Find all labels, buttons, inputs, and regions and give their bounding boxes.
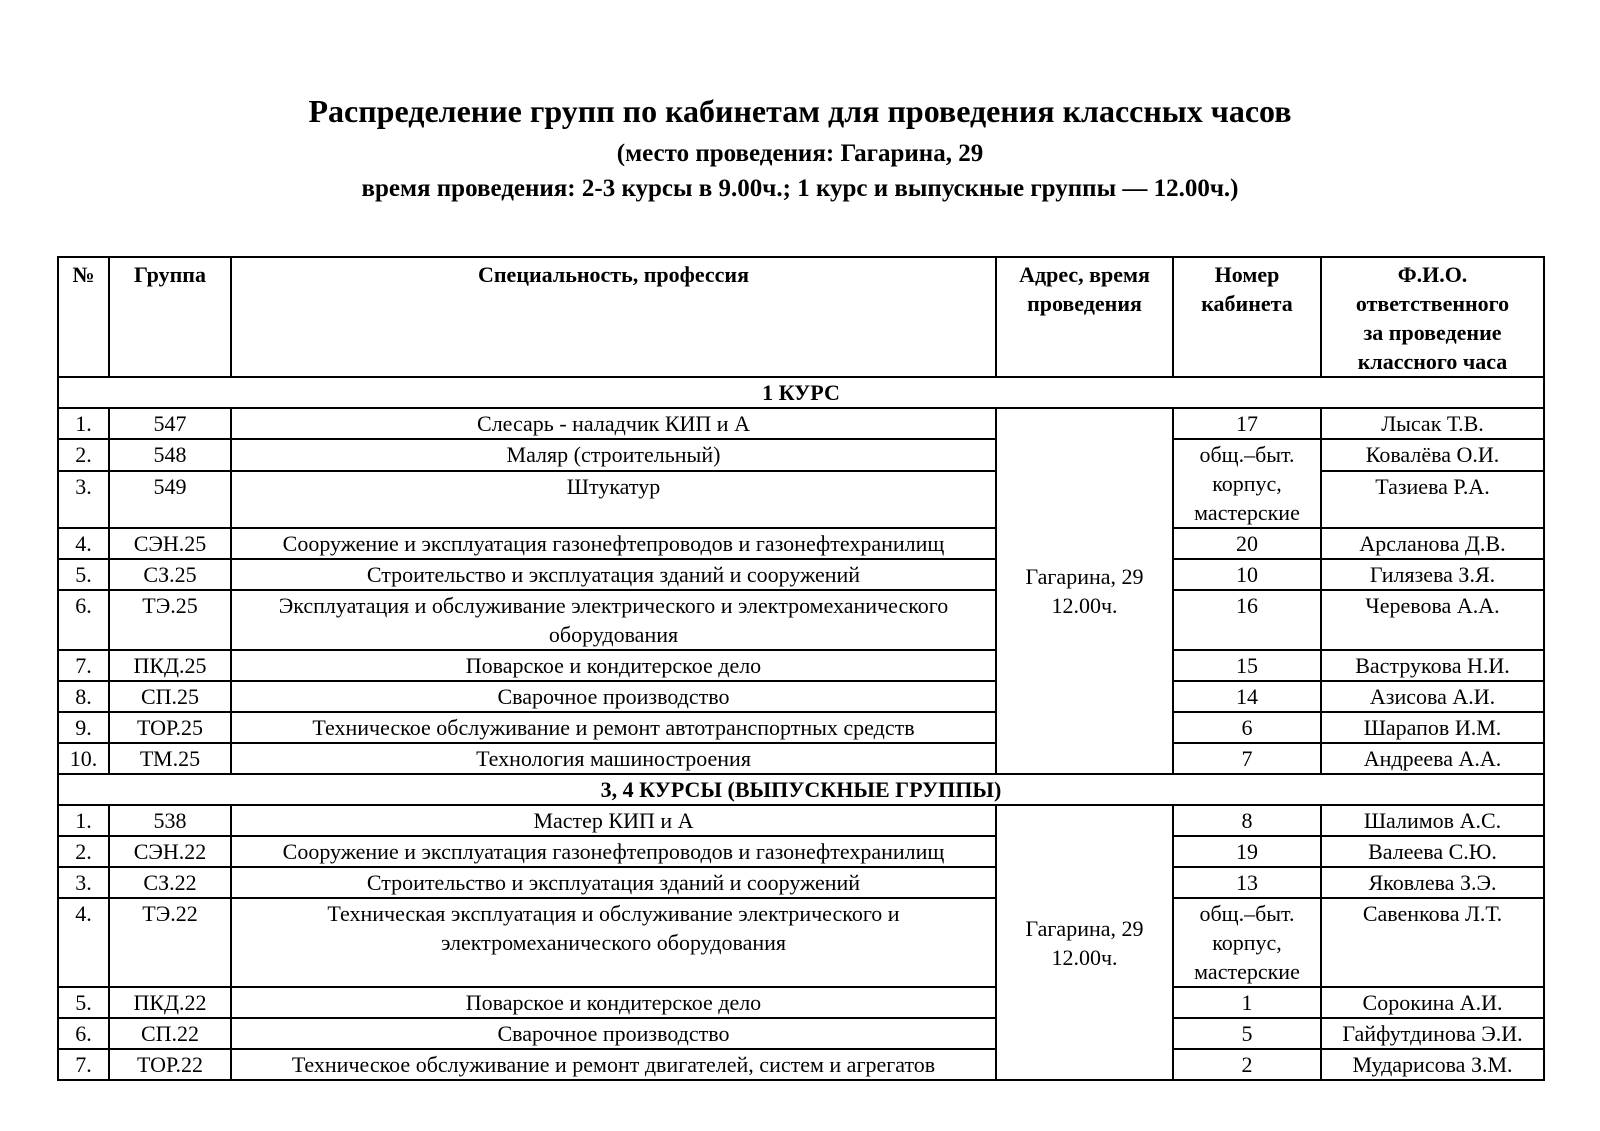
cell-group: СЗ.25 (109, 559, 231, 590)
table-row (58, 987, 1544, 1018)
cell-fio: Яковлева З.Э. (1321, 867, 1544, 898)
table-row (58, 528, 1544, 559)
cell-specialty (231, 867, 996, 898)
cell-num: 8. (58, 681, 109, 712)
cell-room: 2 (1173, 1049, 1321, 1080)
cell-room: 5 (1173, 1018, 1321, 1049)
address-line1: Гагарина, 29 (1025, 915, 1144, 941)
table-row (58, 836, 1544, 867)
cell-group: ТОР.25 (109, 712, 231, 743)
cell-group: ТЭ.25 (109, 590, 231, 650)
groups-rooms-table (57, 256, 1545, 1081)
table-row (58, 743, 1544, 774)
cell-group: 549 (109, 471, 231, 528)
cell-address-merged (996, 408, 1173, 774)
cell-specialty-text: Мастер КИП и А (533, 808, 694, 833)
cell-specialty (231, 650, 996, 681)
cell-specialty-text: Сварочное производство (497, 684, 730, 709)
cell-specialty-text: Поварское и кондитерское дело (465, 990, 762, 1015)
cell-specialty-text: Сварочное производство (497, 1021, 730, 1046)
cell-group: 548 (109, 439, 231, 471)
table-row (58, 439, 1544, 471)
cell-num: 2. (58, 439, 109, 471)
cell-specialty-text: Эксплуатация и обслуживание электрического и электромеханического оборудования (278, 593, 949, 647)
title-block (0, 0, 1600, 206)
table-row (58, 805, 1544, 836)
cell-group: ПКД.22 (109, 987, 231, 1018)
cell-room: 17 (1173, 408, 1321, 439)
header-address (996, 257, 1173, 377)
cell-fio: Лысак Т.В. (1321, 408, 1544, 439)
cell-fio: Андреева А.А. (1321, 743, 1544, 774)
cell-fio: Шалимов А.С. (1321, 805, 1544, 836)
table-header-row (58, 257, 1544, 377)
cell-room: 14 (1173, 681, 1321, 712)
cell-specialty-text: Строительство и эксплуатация зданий и сооружений (366, 562, 861, 587)
cell-room: 20 (1173, 528, 1321, 559)
cell-num: 7. (58, 1049, 109, 1080)
cell-specialty (231, 712, 996, 743)
cell-group: СП.25 (109, 681, 231, 712)
cell-specialty (231, 898, 996, 987)
cell-specialty (231, 439, 996, 471)
header-fio-text: Ф.И.О. ответственного за проведение классного часа (1355, 262, 1510, 374)
cell-specialty (231, 681, 996, 712)
cell-specialty (231, 805, 996, 836)
cell-room: 16 (1173, 590, 1321, 650)
cell-fio: Савенкова Л.Т. (1321, 898, 1544, 987)
address-line1: Гагарина, 29 (1025, 564, 1144, 589)
cell-specialty (231, 471, 996, 528)
page-subtitle-time: время проведения: 2-3 курсы в 9.00ч.; 1 курс и выпускные группы — 12.00ч.) (361, 175, 1239, 202)
cell-specialty (231, 590, 996, 650)
cell-num: 10. (58, 743, 109, 774)
table-row (58, 898, 1544, 987)
table-row (58, 681, 1544, 712)
cell-group: 547 (109, 408, 231, 439)
cell-group: СП.22 (109, 1018, 231, 1049)
cell-num: 6. (58, 1018, 109, 1049)
cell-num: 7. (58, 650, 109, 681)
cell-group: ПКД.25 (109, 650, 231, 681)
cell-specialty-text: Слесарь - наладчик КИП и А (477, 411, 750, 436)
cell-specialty (231, 743, 996, 774)
cell-specialty-text: Сооружение и эксплуатация газонефтепроводов и газонефтехранилищ (282, 531, 945, 556)
cell-specialty (231, 987, 996, 1018)
cell-specialty-text: Техническое обслуживание и ремонт двигателей, систем и агрегатов (291, 1052, 936, 1077)
cell-specialty-text: Маляр (строительный) (506, 442, 721, 467)
header-specialty: Специальность, профессия (231, 257, 996, 377)
cell-specialty (231, 1049, 996, 1080)
cell-room: 10 (1173, 559, 1321, 590)
section-header-course1 (58, 377, 1544, 408)
table-row (58, 559, 1544, 590)
cell-group: ТМ.25 (109, 743, 231, 774)
address-line2: 12.00ч. (1051, 944, 1118, 970)
cell-fio: Ваструкова Н.И. (1321, 650, 1544, 681)
cell-num: 4. (58, 528, 109, 559)
cell-fio: Гилязева З.Я. (1321, 559, 1544, 590)
cell-num: 3. (58, 867, 109, 898)
cell-fio: Азисова А.И. (1321, 681, 1544, 712)
cell-group: ТОР.22 (109, 1049, 231, 1080)
cell-group: ТЭ.22 (109, 898, 231, 987)
section-title: 3, 4 КУРСЫ (ВЫПУСКНЫЕ ГРУППЫ) (58, 774, 1544, 805)
page-subtitle-place: (место проведения: Гагарина, 29 (616, 140, 984, 167)
header-fio (1321, 257, 1544, 377)
page-title: Распределение групп по кабинетам для проведения классных часов (308, 93, 1292, 129)
cell-specialty-text: Штукатур (566, 473, 661, 499)
cell-num: 5. (58, 559, 109, 590)
cell-specialty (231, 1018, 996, 1049)
table-row (58, 471, 1544, 528)
section-header-graduates (58, 774, 1544, 805)
cell-room: 6 (1173, 712, 1321, 743)
cell-fio: Ковалёва О.И. (1321, 439, 1544, 471)
table-row (58, 1018, 1544, 1049)
cell-specialty-text: Технология машиностроения (476, 746, 751, 771)
cell-group: 538 (109, 805, 231, 836)
table-row (58, 650, 1544, 681)
cell-room-merged: общ.–быт. корпус, мастерские (1173, 439, 1321, 528)
cell-num: 2. (58, 836, 109, 867)
cell-group: СЭН.25 (109, 528, 231, 559)
cell-fio: Гайфутдинова Э.И. (1321, 1018, 1544, 1049)
cell-num: 3. (58, 471, 109, 528)
table-row (58, 408, 1544, 439)
cell-specialty-text: Техническая эксплуатация и обслуживание электрического и электромеханического оборудования (327, 901, 900, 955)
table-row (58, 712, 1544, 743)
table-row (58, 1049, 1544, 1080)
cell-specialty (231, 836, 996, 867)
cell-specialty (231, 408, 996, 439)
cell-room: 7 (1173, 743, 1321, 774)
cell-specialty-text: Поварское и кондитерское дело (465, 653, 762, 678)
header-group: Группа (109, 257, 231, 377)
cell-fio: Сорокина А.И. (1321, 987, 1544, 1018)
cell-specialty (231, 559, 996, 590)
cell-fio: Валеева С.Ю. (1321, 836, 1544, 867)
cell-group: СЭН.22 (109, 836, 231, 867)
section-title: 1 КУРС (58, 377, 1544, 408)
cell-specialty-text: Техническое обслуживание и ремонт автотранспортных средств (312, 715, 915, 740)
header-room-text: Номер кабинета (1201, 262, 1293, 316)
cell-specialty-text: Сооружение и эксплуатация газонефтепроводов и газонефтехранилищ (282, 839, 945, 864)
cell-room: общ.–быт. корпус, мастерские (1173, 898, 1321, 987)
table-row (58, 590, 1544, 650)
header-num: № (58, 257, 109, 377)
cell-num: 4. (58, 898, 109, 987)
cell-group: СЗ.22 (109, 867, 231, 898)
cell-num: 6. (58, 590, 109, 650)
cell-fio: Арсланова Д.В. (1321, 528, 1544, 559)
cell-room: 13 (1173, 867, 1321, 898)
cell-fio: Мударисова З.М. (1321, 1049, 1544, 1080)
cell-fio: Черевова А.А. (1321, 590, 1544, 650)
cell-room: 15 (1173, 650, 1321, 681)
cell-num: 9. (58, 712, 109, 743)
address-line2: 12.00ч. (1051, 593, 1118, 618)
header-room (1173, 257, 1321, 377)
cell-fio: Шарапов И.М. (1321, 712, 1544, 743)
cell-room: 1 (1173, 987, 1321, 1018)
table-row (58, 867, 1544, 898)
header-address-text: Адрес, время проведения (1019, 262, 1150, 316)
cell-specialty (231, 528, 996, 559)
cell-num: 1. (58, 408, 109, 439)
cell-num: 1. (58, 805, 109, 836)
cell-room: 19 (1173, 836, 1321, 867)
cell-address-merged (996, 805, 1173, 1080)
cell-room: 8 (1173, 805, 1321, 836)
cell-specialty-text: Строительство и эксплуатация зданий и сооружений (366, 870, 861, 895)
cell-fio: Тазиева Р.А. (1321, 471, 1544, 528)
cell-num: 5. (58, 987, 109, 1018)
